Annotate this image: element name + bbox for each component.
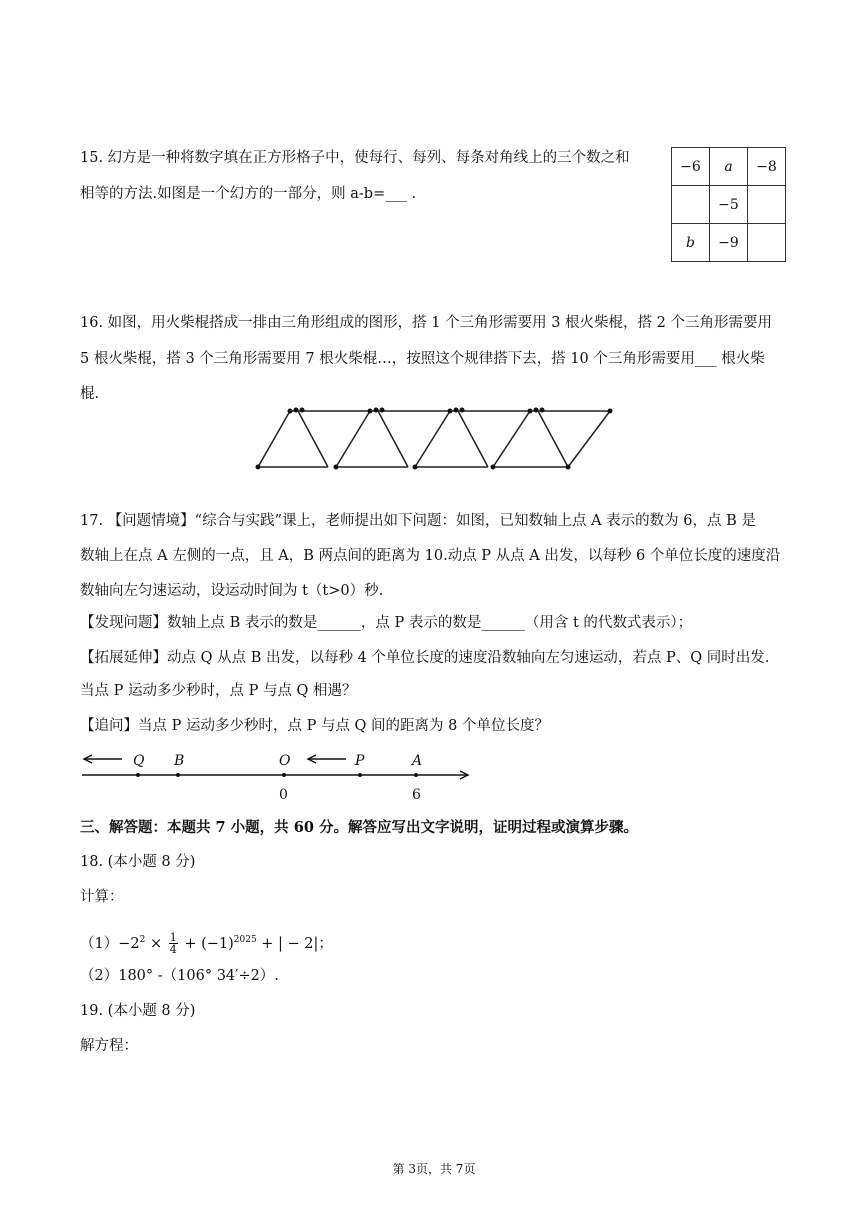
fraction-numerator: 1: [169, 931, 177, 945]
q15-line-2: 相等的方法.如图是一个幻方的一部分，则 a-b=___ .: [80, 186, 417, 202]
q19-header: 19. (本小题 8 分): [80, 1003, 196, 1019]
q19-intro: 解方程：: [80, 1038, 138, 1054]
fraction-denominator: 4: [169, 943, 177, 957]
magic-square: [671, 147, 786, 262]
q18-term-b: + (−1): [179, 935, 234, 952]
q16-line-3: 棍.: [80, 386, 100, 402]
point-label-a: A: [412, 753, 423, 769]
q18-times: ×: [145, 935, 167, 952]
magic-cell: a: [710, 148, 748, 186]
q18-term-a: −2: [118, 935, 140, 952]
tick-label-six: 6: [412, 787, 421, 803]
q17-line-3: 数轴向左匀速运动，设运动时间为 t（t>0）秒.: [80, 583, 384, 599]
q17-line-7: 【追问】当点 P 运动多少秒时，点 P 与点 Q 间的距离为 8 个单位长度？: [80, 718, 549, 734]
magic-cell: −9: [710, 224, 748, 262]
q17-line-6: 当点 P 运动多少秒时，点 P 与点 Q 相遇？: [80, 683, 357, 699]
point-label-p: P: [355, 753, 365, 769]
q18-header: 18. (本小题 8 分): [80, 854, 196, 870]
q15-line-1: 15. 幻方是一种将数字填在正方形格子中，使每行、每列、每条对角线上的三个数之和: [80, 150, 630, 166]
q17-line-4: 【发现问题】数轴上点 B 表示的数是______，点 P 表示的数是______（用含 t 的代数式表示）；: [80, 615, 693, 631]
q18-part-1: [80, 922, 333, 958]
q18-intro: 计算：: [80, 889, 124, 905]
q18-fraction: [169, 932, 178, 955]
point-label-b: B: [174, 753, 185, 769]
magic-cell: [748, 186, 786, 224]
magic-cell: −5: [710, 186, 748, 224]
q18-part-2: （2）180° -（106° 34′÷2）.: [80, 968, 279, 984]
point-label-o: O: [279, 753, 291, 769]
point-label-q: Q: [133, 753, 145, 769]
q18-exp-b: 2025: [233, 935, 257, 945]
q18-term-c: + | − 2|；: [256, 935, 333, 952]
page-footer: 第 3页，共 7页: [392, 1162, 476, 1176]
section-3-title: 三、解答题：本题共 7 小题，共 60 分。解答应写出文字说明，证明过程或演算步骤。: [80, 819, 638, 836]
q18-exp-a: 2: [139, 935, 146, 945]
q17-line-5: 【拓展延伸】动点 Q 从点 B 出发，以每秒 4 个单位长度的速度沿数轴向左匀速运动，若点 P、Q 同时出发.: [80, 650, 770, 666]
magic-cell: [748, 224, 786, 262]
tick-label-zero: 0: [279, 787, 288, 803]
q17-line-2: 数轴上在点 A 左侧的一点，且 A，B 两点间的距离为 10.动点 P 从点 A 出发，以每秒 6 个单位长度的速度沿: [80, 548, 781, 564]
matchstick-triangles-figure: [250, 400, 620, 480]
q16-line-1: 16. 如图，用火柴棍搭成一排由三角形组成的图形，搭 1 个三角形需要用 3 根火柴棍，搭 2 个三角形需要用: [80, 315, 772, 331]
q16-line-2: 5 根火柴棍，搭 3 个三角形需要用 7 根火柴棍…，按照这个规律搭下去，搭 10 个三角形需要用___ 根火柴: [80, 351, 765, 367]
magic-cell: −6: [672, 148, 710, 186]
magic-cell: b: [672, 224, 710, 262]
q18-part-1-prefix: （1）: [80, 935, 119, 952]
number-line-figure: [80, 745, 480, 805]
magic-cell: −8: [748, 148, 786, 186]
q17-line-1: 17. 【问题情境】“综合与实践”课上，老师提出如下问题：如图，已知数轴上点 A 表示的数为 6，点 B 是: [80, 513, 756, 529]
magic-cell: [672, 186, 710, 224]
